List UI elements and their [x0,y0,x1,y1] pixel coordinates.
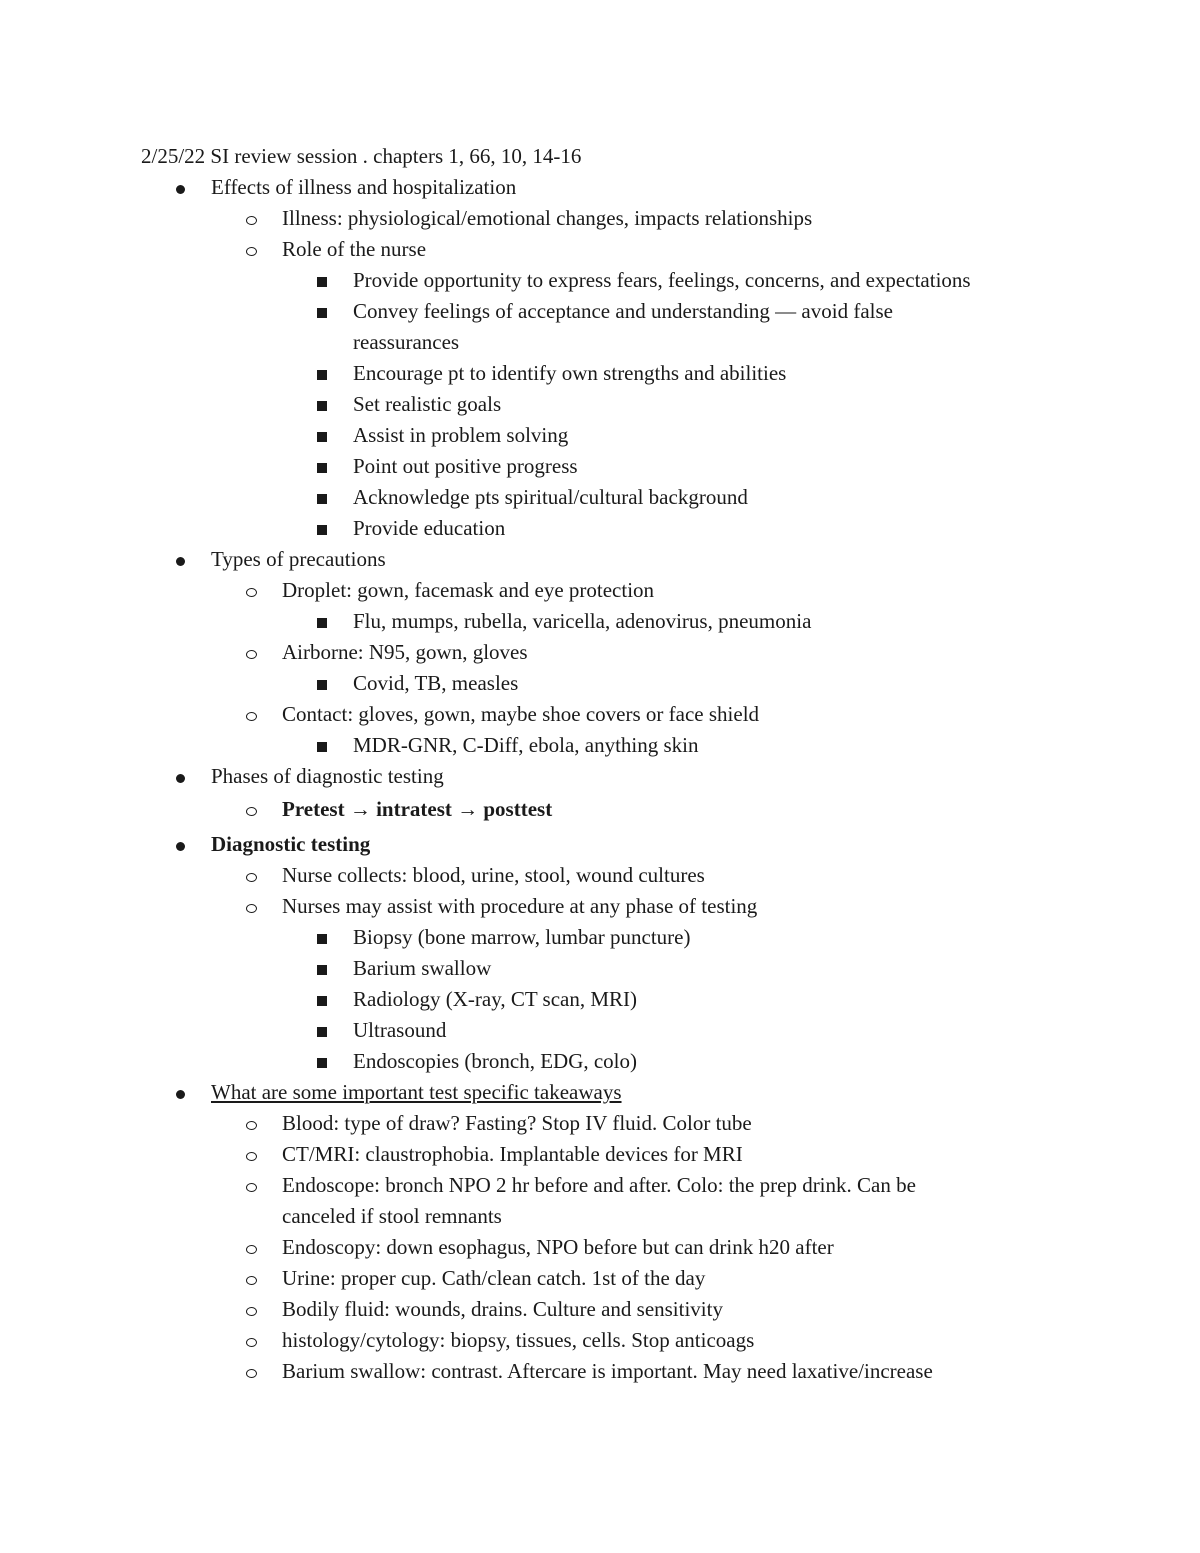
ring-bullet [246,860,257,891]
list-item: Set realistic goals [353,392,502,416]
ring-bullet [246,1294,257,1325]
list-item: Encourage pt to identify own strengths and abilities [353,361,787,385]
list-item: Endoscopy: down esophagus, NPO before but can drink h20 after [282,1235,834,1259]
ring-bullet [246,203,257,234]
disc-bullet [176,829,185,860]
ring-bullet [246,1356,257,1387]
ring-bullet [246,1232,257,1263]
list-item: Role of the nurse [282,237,427,261]
square-bullet [317,730,327,761]
list-item: Nurse collects: blood, urine, stool, wound cultures [282,863,705,887]
ring-bullet [246,1139,257,1170]
disc-bullet [176,761,185,792]
list-item: Point out positive progress [353,454,578,478]
list-item: Nurses may assist with procedure at any phase of testing [282,894,758,918]
ring-bullet [246,637,257,668]
disc-bullet [176,172,185,203]
list-item: Provide education [353,516,506,540]
square-bullet [317,358,327,389]
list-item: MDR-GNR, C-Diff, ebola, anything skin [353,733,699,757]
square-bullet [317,1046,327,1077]
square-bullet [317,420,327,451]
square-bullet [317,922,327,953]
section-phases-title: Phases of diagnostic testing [211,764,444,788]
ring-bullet [246,575,257,606]
ring-bullet [246,699,257,730]
square-bullet [317,296,327,327]
square-bullet [317,265,327,296]
list-item: Endoscopies (bronch, EDG, colo) [353,1049,638,1073]
list-item: Assist in problem solving [353,423,569,447]
ring-bullet [246,1108,257,1139]
list-item: Barium swallow [353,956,492,980]
square-bullet [317,451,327,482]
list-item: Pretest → intratest → posttest [282,797,553,821]
ring-bullet [246,891,257,922]
square-bullet [317,482,327,513]
list-item: Acknowledge pts spiritual/cultural background [353,485,748,509]
document-header: 2/25/22 SI review session . chapters 1, 66, 10, 14-16 [141,144,582,168]
list-item: CT/MRI: claustrophobia. Implantable devices for MRI [282,1142,743,1166]
list-item: Urine: proper cup. Cath/clean catch. 1st of the day [282,1266,706,1290]
square-bullet [317,389,327,420]
square-bullet [317,953,327,984]
list-item: Contact: gloves, gown, maybe shoe covers or face shield [282,702,760,726]
list-item: Convey feelings of acceptance and understanding — avoid false [353,299,893,323]
square-bullet [317,1015,327,1046]
list-item: Flu, mumps, rubella, varicella, adenovirus, pneumonia [353,609,812,633]
section-diagnostic-title: Diagnostic testing [211,832,371,856]
list-item: Airborne: N95, gown, gloves [282,640,528,664]
disc-bullet [176,544,185,575]
list-item: Droplet: gown, facemask and eye protection [282,578,655,602]
ring-bullet [246,1325,257,1356]
list-item: Illness: physiological/emotional changes, impacts relationships [282,206,813,230]
section-precautions-title: Types of precautions [211,547,386,571]
list-item: histology/cytology: biopsy, tissues, cells. Stop anticoags [282,1328,755,1352]
ring-bullet [246,1263,257,1294]
square-bullet [317,606,327,637]
list-item: Biopsy (bone marrow, lumbar puncture) [353,925,691,949]
square-bullet [317,668,327,699]
list-item: Barium swallow: contrast. Aftercare is important. May need laxative/increase [282,1359,933,1383]
ring-bullet [246,234,257,265]
list-item: Radiology (X-ray, CT scan, MRI) [353,987,638,1011]
ring-bullet [246,1170,257,1201]
square-bullet [317,513,327,544]
list-item-continuation: canceled if stool remnants [282,1204,502,1228]
section-effects-title: Effects of illness and hospitalization [211,175,517,199]
list-item: Covid, TB, measles [353,671,519,695]
list-item-continuation: reassurances [353,330,460,354]
list-item: Blood: type of draw? Fasting? Stop IV fluid. Color tube [282,1111,752,1135]
disc-bullet [176,1077,185,1108]
section-takeaways-title: What are some important test specific takeaways [211,1080,622,1104]
list-item: Provide opportunity to express fears, feelings, concerns, and expectations [353,268,971,292]
ring-bullet [246,794,257,825]
list-item: Bodily fluid: wounds, drains. Culture and sensitivity [282,1297,723,1321]
square-bullet [317,984,327,1015]
list-item: Endoscope: bronch NPO 2 hr before and after. Colo: the prep drink. Can be [282,1173,916,1197]
list-item: Ultrasound [353,1018,447,1042]
